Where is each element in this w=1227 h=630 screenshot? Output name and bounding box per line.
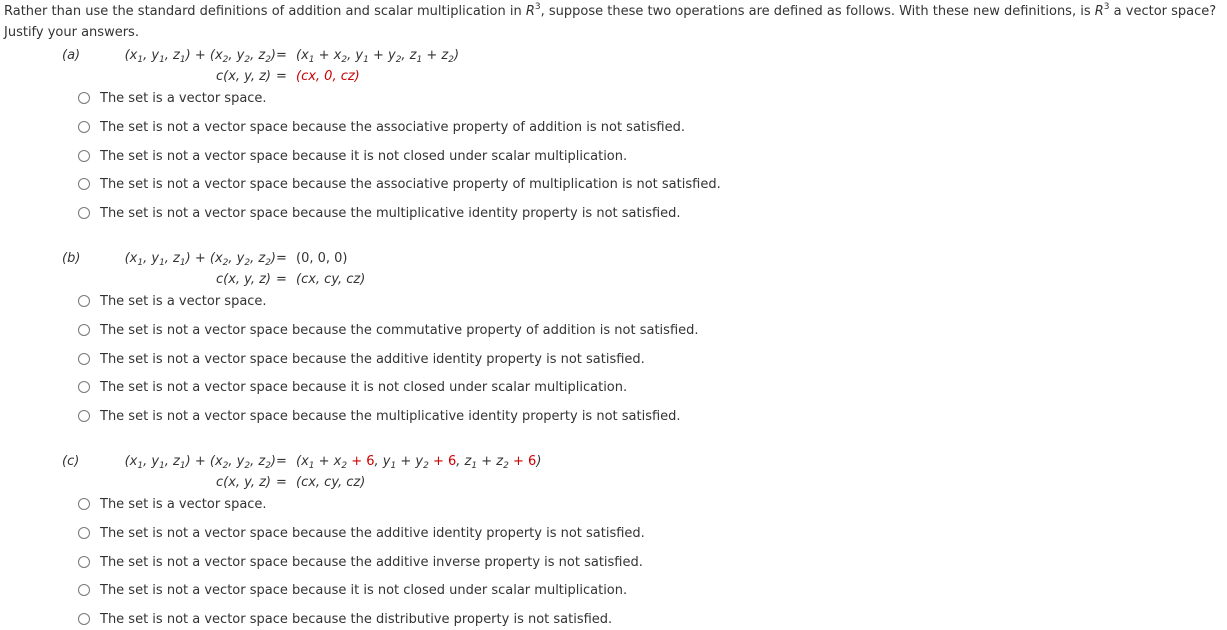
answer-option[interactable]: The set is not a vector space because it is not closed under scalar multiplication.	[78, 579, 627, 601]
answer-option[interactable]: The set is a vector space.	[78, 493, 267, 515]
radio-button[interactable]	[78, 584, 90, 596]
radio-button[interactable]	[78, 613, 90, 625]
answer-option[interactable]: The set is not a vector space because the multiplicative identity property is not satisfied.	[78, 202, 681, 224]
radio-button[interactable]	[78, 92, 90, 104]
answer-option[interactable]: The set is not a vector space because the associative property of multiplication is not satisfied.	[78, 173, 721, 195]
answer-option[interactable]: The set is not a vector space because it is not closed under scalar multiplication.	[78, 376, 627, 398]
answer-option[interactable]: The set is not a vector space because the additive identity property is not satisfied.	[78, 348, 645, 370]
addition-definition: ($x_1$, $y_1$, $z_1) + (x_2$, $y_2$, $z_2$) = ($x_1 + x_2 + 6$, $y_1 + y_2 + 6$, $z_1 + z_2 + 6$)	[124, 454, 542, 471]
answer-option[interactable]: The set is not a vector space because it is not closed under scalar multiplication.	[78, 145, 627, 167]
part-label: (c)	[62, 454, 80, 469]
answer-option[interactable]: The set is not a vector space because the commutative property of addition is not satisfied.	[78, 319, 699, 341]
radio-button[interactable]	[78, 556, 90, 568]
radio-button[interactable]	[78, 527, 90, 539]
part-label: (b)	[62, 251, 81, 266]
radio-button[interactable]	[78, 295, 90, 307]
radio-button[interactable]	[78, 381, 90, 393]
radio-button[interactable]	[78, 410, 90, 422]
answer-option[interactable]: The set is not a vector space because the additive inverse property is not satisfied.	[78, 551, 643, 573]
answer-option[interactable]: The set is not a vector space because the distributive property is not satisfied.	[78, 608, 612, 630]
question-text: Rather than use the standard definitions of addition and scalar multiplication in $R^3$, suppose these two operations are defined as follows. With these new definitions, is $R^3$ a vector space? Justify your answers.	[4, 2, 1217, 40]
answer-option[interactable]: The set is not a vector space because the multiplicative identity property is not satisfied.	[78, 405, 681, 427]
addition-definition: ($x_1$, $y_1$, $z_1) + (x_2$, $y_2$, $z_2$) = ($x_1 + x_2$, $y_1 + y_2$, $z_1 + z_2$)	[124, 48, 460, 65]
radio-button[interactable]	[78, 498, 90, 510]
radio-button[interactable]	[78, 150, 90, 162]
radio-button[interactable]	[78, 353, 90, 365]
answer-option[interactable]: The set is a vector space.	[78, 290, 267, 312]
scalar-multiplication-definition: c(x, y, z) = (cx, cy, cz)	[215, 272, 366, 287]
radio-button[interactable]	[78, 324, 90, 336]
radio-button[interactable]	[78, 178, 90, 190]
scalar-multiplication-definition: c(x, y, z) = (cx, cy, cz)	[215, 475, 366, 490]
part-label: (a)	[62, 48, 81, 63]
radio-button[interactable]	[78, 121, 90, 133]
radio-button[interactable]	[78, 207, 90, 219]
answer-option[interactable]: The set is not a vector space because the additive identity property is not satisfied.	[78, 522, 645, 544]
scalar-multiplication-definition: c(x, y, z) = (cx, 0, cz)	[215, 69, 360, 84]
addition-definition: ($x_1$, $y_1$, $z_1) + (x_2$, $y_2$, $z_2$) = (0, 0, 0)	[124, 251, 348, 268]
answer-option[interactable]: The set is a vector space.	[78, 87, 267, 109]
answer-option[interactable]: The set is not a vector space because the associative property of addition is not satisfied.	[78, 116, 685, 138]
